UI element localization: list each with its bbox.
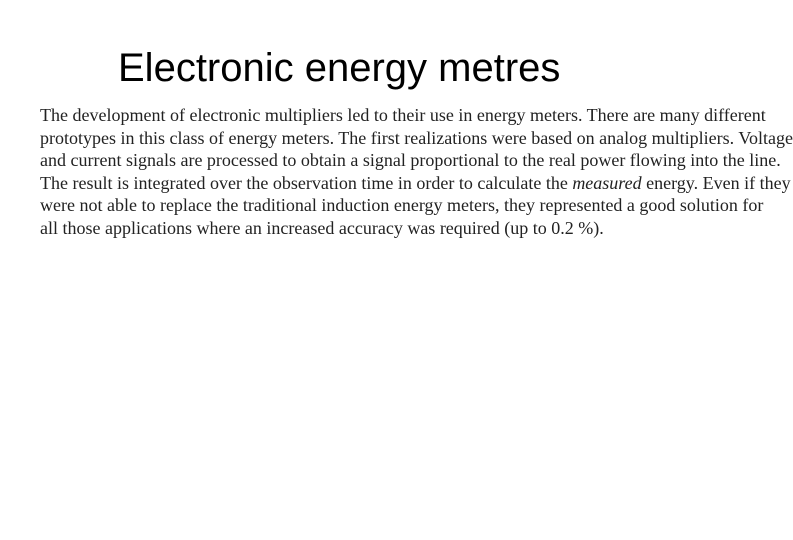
body-line-5: were not able to replace the traditional induction energy meters, they represented a good solution for	[40, 195, 764, 216]
emphasized-word: measured	[572, 172, 642, 193]
body-paragraph	[40, 104, 793, 240]
body-line-4-start: The result is integrated over the observation time in order to calculate the	[40, 172, 573, 193]
body-line-2: prototypes in this class of energy meters. The first realizations were based on analog multipliers. Voltage	[40, 127, 793, 148]
slide-title: Electronic energy metres	[118, 46, 561, 90]
body-line-3: and current signals are processed to obtain a signal proportional to the real power flowing into the line.	[40, 150, 781, 171]
body-line-4	[40, 172, 791, 195]
body-line-1: The development of electronic multipliers led to their use in energy meters. There are many different	[40, 105, 766, 125]
body-line-4-end: energy. Even if they	[641, 172, 791, 193]
body-line-6: all those applications where an increased accuracy was required (up to 0.2 %).	[40, 217, 604, 238]
